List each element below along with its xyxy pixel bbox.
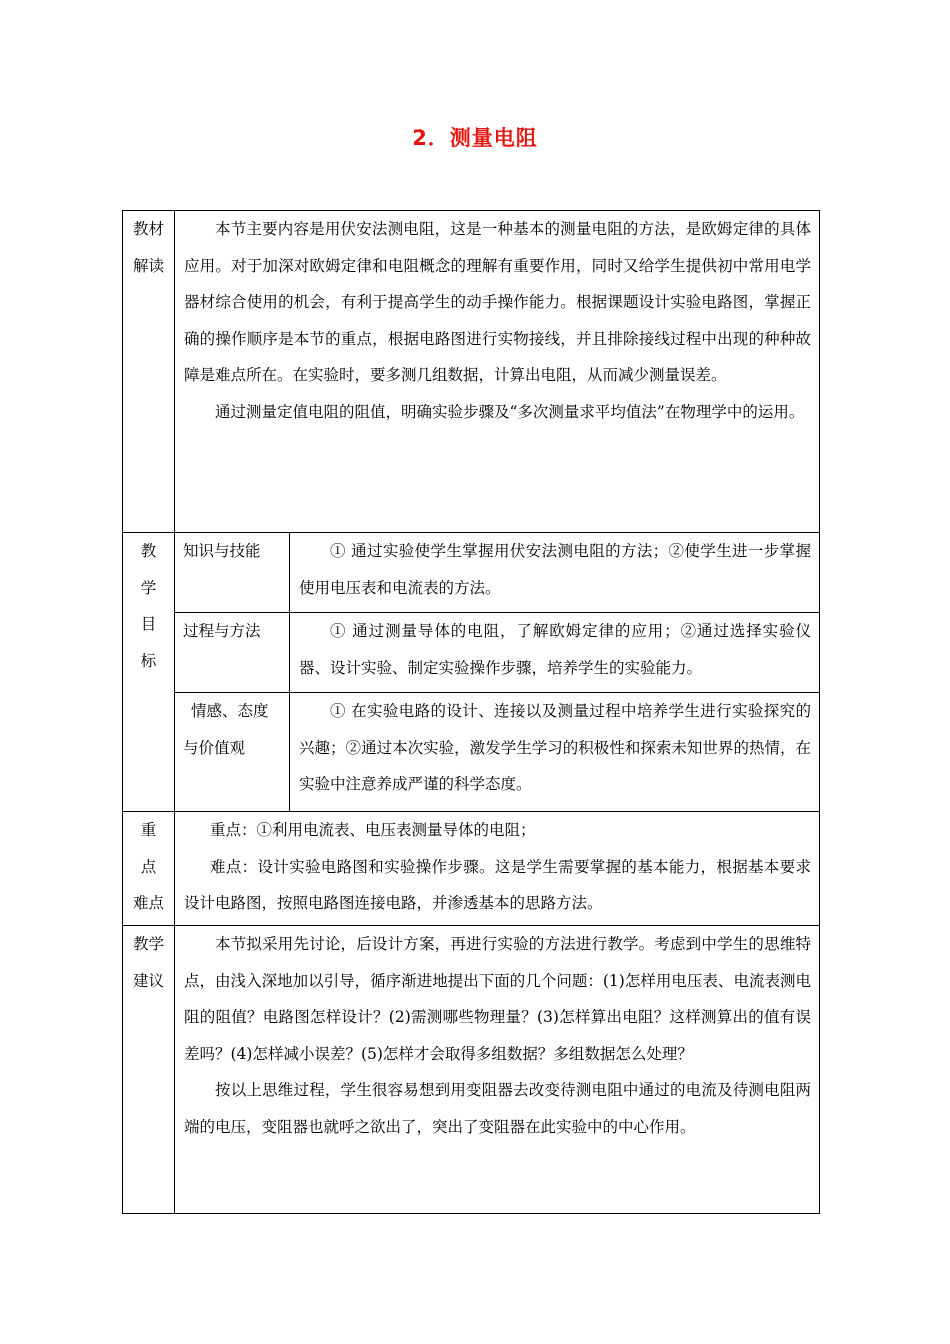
row-header-teaching-suggestions [123,926,175,1214]
paragraph: 本节主要内容是用伏安法测电阻，这是一种基本的测量电阻的方法，是欧姆定律的具体应用。对于加深对欧姆定律和电阻概念的理解有重要作用，同时又给学生提供初中常用电学器材综合使用的机会，有利于提高学生的动手操作能力。根据课题设计实验电路图，掌握正确的操作顺序是本节的重点，根据电路图进行实物接线，并且排除接线过程中出现的种种故障是难点所在。在实验时，要多测几组数据，计算出电阻，从而减少测量误差。 [184,220,812,384]
goal-label: 知识与技能 [175,533,290,613]
paragraph: 按以上思维过程，学生很容易想到用变阻器去改变待测电阻中通过的电流及待测电阻两端的电压，变阻器也就呼之欲出了，突出了变阻器在此实验中的中心作用。 [184,1081,812,1136]
header-line: 标 [140,651,157,670]
row-teaching-goals-process [123,613,820,693]
header-line: 解读 [132,256,164,275]
goal-text: ① 通过测量导体的电阻，了解欧姆定律的应用；②通过选择实验仪器、设计实验、制定实验操作步骤，培养学生的实验能力。 [299,622,812,677]
header-line: 教材 [132,220,164,238]
header-line: 教学 [132,935,164,953]
header-line: 建议 [132,971,164,990]
row-header-textbook-analysis [123,211,175,533]
paragraph: 本节拟采用先讨论，后设计方案，再进行实验的方法进行教学。考虑到中学生的思维特点，由浅入深地加以引导，循序渐进地提出下面的几个问题：(1)怎样用电压表、电流表测电阻的阻值？电路图怎样设计？(2)需测哪些物理量？(3)怎样算出电阻？这样测算出的值有误差吗？(4)怎样减小误差？(5)怎样才会取得多组数据？多组数据怎么处理？ [184,935,812,1063]
row-teaching-goals-emotion [123,693,820,812]
goal-label: 过程与方法 [175,613,290,693]
row-teaching-goals-knowledge [123,533,820,613]
row-header-key-points [123,812,175,926]
paragraph: 重点：①利用电流表、电压表测量导体的电阻； [210,821,536,839]
header-line: 重 [140,821,157,839]
page-title: 2．测量电阻 [412,126,538,150]
header-line: 学 [140,578,157,597]
row-textbook-analysis [123,211,820,533]
paragraph: 难点：设计实验电路图和实验操作步骤。这是学生需要掌握的基本能力，根据基本要求设计电路图，按照电路图连接电路，并渗透基本的思路方法。 [184,857,812,912]
row-key-difficult-points [123,812,820,926]
goal-text: ① 在实验电路的设计、连接以及测量过程中培养学生进行实验探究的兴趣；②通过本次实验，激发学生学习的积极性和探索未知世界的热情，在实验中注意养成严谨的科学态度。 [299,702,812,793]
goal-label-cell [175,693,290,812]
header-line: 难点 [132,894,164,912]
goal-label: 情感、态度 [191,702,269,720]
row-header-teaching-goals [123,533,175,812]
paragraph: 通过测量定值电阻的阻值，明确实验步骤及“多次测量求平均值法”在物理学中的运用。 [215,402,805,421]
header-line: 目 [140,615,157,633]
goal-text: ① 通过实验使学生掌握用伏安法测电阻的方法；②使学生进一步掌握使用电压表和电流表的方法。 [299,542,812,597]
lesson-plan-table [122,210,820,1214]
header-line: 教 [140,542,157,560]
goal-label: 与价值观 [183,738,246,757]
header-line: 点 [140,857,157,876]
row-teaching-suggestions [123,926,820,1214]
